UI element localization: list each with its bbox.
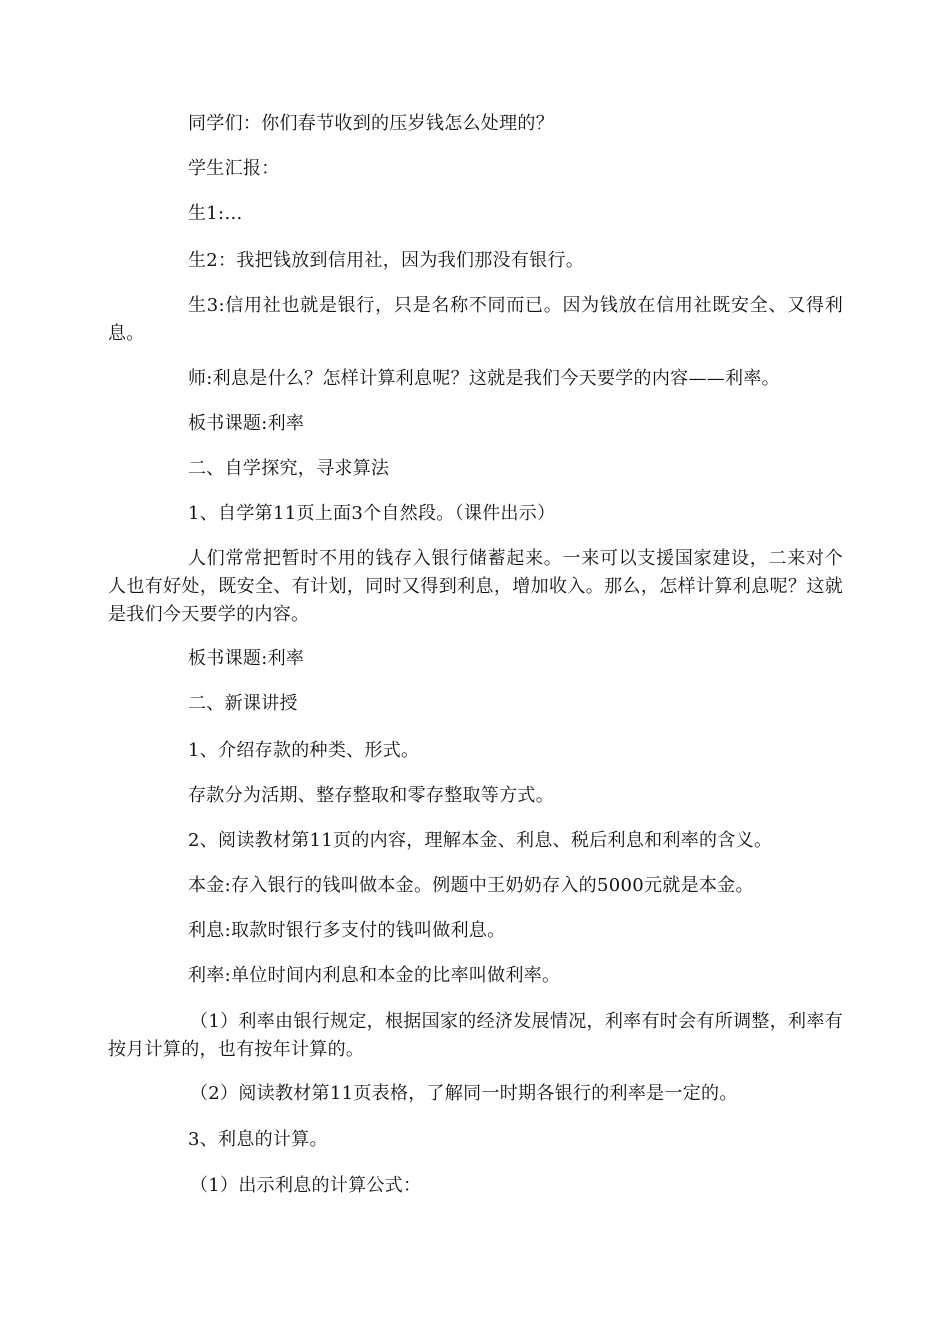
paragraph-deposit-methods: 存款分为活期、整存整取和零存整取等方式。 (188, 785, 554, 806)
section-heading-new-lesson: 二、新课讲授 (188, 693, 298, 714)
paragraph-student-1: 生1:… (188, 203, 243, 224)
paragraph-student-3: 生3:信用社也就是银行，只是名称不同而已。因为钱放在信用社既安全、又得利息。 (108, 295, 844, 344)
paragraph-formula-intro: （1）出示利息的计算公式： (190, 1175, 422, 1196)
paragraph-rate-rules: （1）利率由银行规定，根据国家的经济发展情况，利率有时会有所调整，利率有按月计算的，也有按年计算的。 (108, 1011, 843, 1060)
paragraph-deposit-types: 1、介绍存款的种类、形式。 (188, 740, 420, 761)
paragraph-student-2: 生2：我把钱放到信用社，因为我们那没有银行。 (188, 250, 585, 271)
paragraph-principal-definition: 本金:存入银行的钱叫做本金。例题中王奶奶存入的5000元就是本金。 (188, 875, 754, 896)
paragraph-rate-definition: 利率:单位时间内利息和本金的比率叫做利率。 (188, 965, 561, 986)
paragraph-board-title-2: 板书课题:利率 (188, 648, 305, 669)
paragraph-courseware-text: 人们常常把暂时不用的钱存入银行储蓄起来。一来可以支援国家建设，二来对个人也有好处，既安全、有计划，同时又得到利息，增加收入。那么，怎样计算利息呢？这就是我们今天要学的内容。 (108, 548, 843, 625)
paragraph-self-study-step: 1、自学第11页上面3个自然段。（课件出示） (188, 503, 556, 524)
paragraph-interest-calculation: 3、利息的计算。 (188, 1129, 328, 1150)
paragraph-rate-table: （2）阅读教材第11页表格，了解同一时期各银行的利率是一定的。 (190, 1083, 738, 1104)
paragraph-read-textbook: 2、阅读教材第11页的内容，理解本金、利息、税后利息和利率的含义。 (188, 830, 773, 851)
section-heading-self-study: 二、自学探究，寻求算法 (188, 458, 390, 479)
paragraph-student-report: 学生汇报： (188, 158, 280, 179)
paragraph-greeting-question: 同学们：你们春节收到的压岁钱怎么处理的？ (188, 113, 554, 134)
paragraph-teacher-question: 师:利息是什么？怎样计算利息呢？这就是我们今天要学的内容——利率。 (188, 368, 780, 389)
paragraph-board-title-1: 板书课题:利率 (188, 413, 305, 434)
paragraph-interest-definition: 利息:取款时银行多支付的钱叫做利息。 (188, 920, 506, 941)
